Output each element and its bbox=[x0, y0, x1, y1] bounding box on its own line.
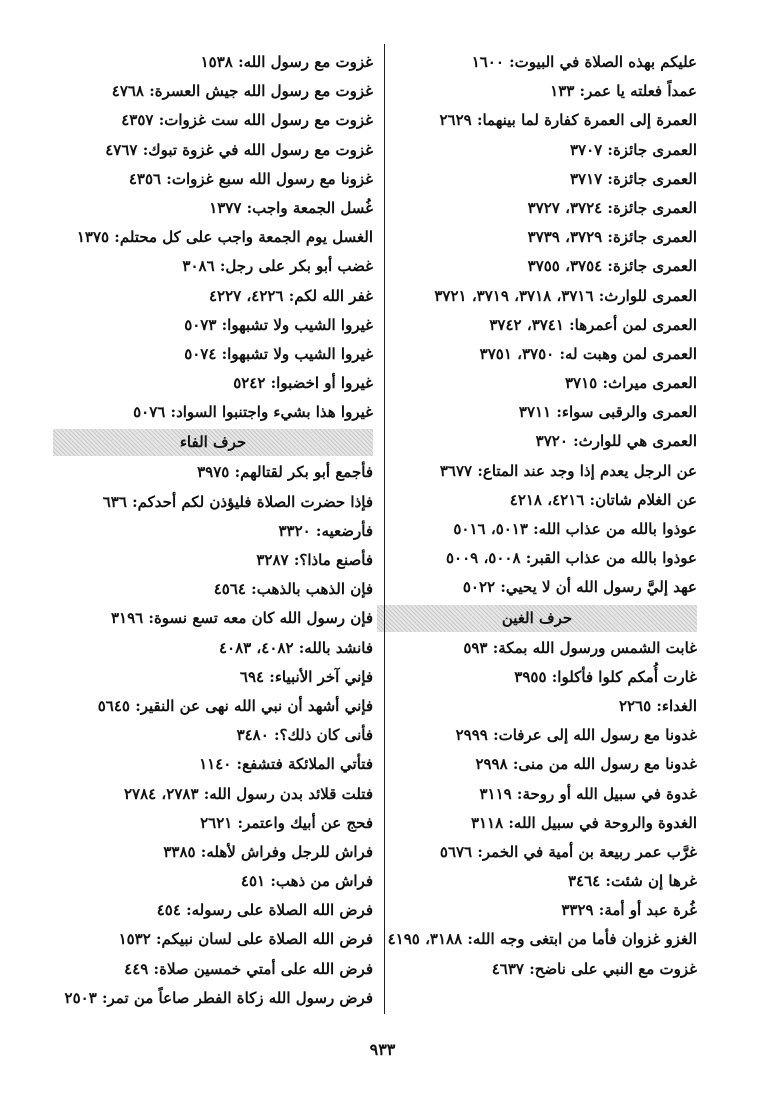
index-entry: غيروا هذا بشيء واجتنبوا السواد: ٥٠٧٦ bbox=[133, 403, 373, 422]
index-entry: فحج عن أبيك واعتمر: ٢٦٢١ bbox=[200, 813, 373, 832]
index-entry: العمرى لمن أعمرها: ٣٧٤١، ٣٧٤٢ bbox=[489, 315, 697, 334]
index-entry: غدونا مع رسول الله من منى: ٢٩٩٨ bbox=[475, 755, 697, 774]
index-entry: فإني أشهد أن نبي الله نهى عن النقير: ٥٦٤٥ bbox=[97, 696, 373, 715]
right-column bbox=[377, 48, 697, 984]
index-entry: غيروا الشيب ولا تشبهوا: ٥٠٧٣ bbox=[184, 315, 373, 334]
index-entry: العمرى جائزة: ٣٧٠٧ bbox=[569, 140, 697, 159]
index-entry: غُسل الجمعة واجب: ١٣٧٧ bbox=[209, 198, 373, 217]
index-entry: فإن الذهب بالذهب: ٤٥٦٤ bbox=[213, 580, 373, 599]
index-entry: غدوة في سبيل الله أو روحة: ٣١١٩ bbox=[479, 784, 697, 803]
index-entry: غزوت مع رسول الله: ١٥٣٨ bbox=[200, 53, 373, 71]
index-entry: غابت الشمس ورسول الله بمكة: ٥٩٣ bbox=[463, 638, 697, 657]
index-entry: غرَّب عمر ربيعة بن أمية في الخمر: ٥٦٧٦ bbox=[439, 842, 697, 861]
index-entry: العمرى هي للوارث: ٣٧٢٠ bbox=[535, 432, 697, 451]
index-entry: فأصنع ماذا؟: ٣٢٨٧ bbox=[256, 551, 373, 569]
index-entry: فأجمع أبو بكر لقتالهم: ٣٩٧٥ bbox=[197, 463, 373, 482]
index-entry: عوذوا بالله من عذاب القبر: ٥٠٠٨، ٥٠٠٩ bbox=[445, 549, 697, 568]
index-entry: العمرى جائزة: ٣٧٢٤، ٣٧٢٧ bbox=[527, 198, 697, 217]
index-entry: غيروا أو اخضبوا: ٥٢٤٢ bbox=[233, 374, 373, 393]
index-entry: عوذوا بالله من عذاب الله: ٥٠١٣، ٥٠١٦ bbox=[453, 520, 697, 538]
index-entry: فأرضعيه: ٣٣٢٠ bbox=[278, 521, 373, 540]
index-entry: غدونا مع رسول الله إلى عرفات: ٢٩٩٩ bbox=[455, 726, 697, 745]
index-entry: فراش من ذهب: ٤٥١ bbox=[240, 872, 373, 891]
index-entry: غرها إن شئت: ٣٤٦٤ bbox=[567, 872, 697, 891]
index-entry: غزونا مع رسول الله سبع غزوات: ٤٣٥٦ bbox=[128, 169, 373, 188]
index-entry: الغدوة والروحة في سبيل الله: ٣١١٨ bbox=[470, 813, 697, 832]
index-entry: فتلت قلائد بدن رسول الله: ٢٧٨٣، ٢٧٨٤ bbox=[123, 784, 373, 803]
index-entry: العمرى للوارث: ٣٧١٦، ٣٧١٨، ٣٧١٩، ٣٧٢١ bbox=[434, 286, 697, 305]
index-entry: غزوت مع رسول الله في غزوة تبوك: ٤٧٦٧ bbox=[105, 140, 373, 159]
index-entry: غيروا الشيب ولا تشبهوا: ٥٠٧٤ bbox=[184, 344, 373, 363]
entries-group bbox=[53, 458, 373, 1013]
index-entry: فأنى كان ذلك؟: ٣٤٨٠ bbox=[236, 726, 373, 745]
index-entry: العمرى لمن وهبت له: ٣٧٥٠، ٣٧٥١ bbox=[479, 344, 697, 363]
index-entry: فراش للرجل وفراش لأهله: ٣٣٨٥ bbox=[163, 842, 373, 861]
index-entry: عهد إليَّ رسول الله أن لا يحيي: ٥٠٢٢ bbox=[462, 578, 697, 597]
index-entry: فإني آخر الأنبياء: ٦٩٤ bbox=[239, 667, 373, 686]
section-header-ghayn: حرف الغين bbox=[377, 605, 697, 632]
index-entry: فرض الله على أمتي خمسين صلاة: ٤٤٩ bbox=[124, 959, 373, 978]
index-entry: فتأتي الملائكة فتشفع: ١١٤٠ bbox=[199, 755, 373, 774]
section-header-fa: حرف الفاء bbox=[53, 429, 373, 456]
index-entry: فرض الله الصلاة على لسان نبيكم: ١٥٣٢ bbox=[118, 930, 373, 949]
index-entry: عن الغلام شاتان: ٤٢١٦، ٤٢١٨ bbox=[509, 490, 697, 509]
index-entry: العمرة إلى العمرة كفارة لما بينهما: ٢٦٢٩ bbox=[439, 111, 697, 130]
index-entry: العمرى ميراث: ٣٧١٥ bbox=[564, 374, 697, 393]
entries-group bbox=[377, 634, 697, 984]
index-entry: فإذا حضرت الصلاة فليؤذن لكم أحدكم: ٦٣٦ bbox=[102, 492, 373, 511]
index-entry: فإن رسول الله كان معه تسع نسوة: ٣١٩٦ bbox=[110, 609, 373, 628]
index-entry: العمرى جائزة: ٣٧٥٤، ٣٧٥٥ bbox=[527, 257, 697, 276]
index-entry: عن الرجل يعدم إذا وجد عند المتاع: ٣٦٧٧ bbox=[439, 461, 697, 480]
index-entry: الغداء: ٢٢٦٥ bbox=[618, 696, 697, 715]
index-entry: غضب أبو بكر على رجل: ٣٠٨٦ bbox=[182, 257, 373, 276]
entries-group bbox=[377, 48, 697, 603]
index-entry: فرض رسول الله زكاة الفطر صاعاً من تمر: ٢٥٠٣ bbox=[64, 988, 373, 1007]
index-entry: غزوت مع رسول الله ست غزوات: ٤٣٥٧ bbox=[121, 111, 373, 130]
index-entry: العمرى والرقبى سواء: ٣٧١١ bbox=[518, 403, 697, 422]
index-entry: غفر الله لكم: ٤٢٢٦، ٤٢٢٧ bbox=[208, 286, 373, 305]
index-entry: الغزو غزوان فأما من ابتغى وجه الله: ٣١٨٨، ٤١٩٥ bbox=[387, 930, 697, 949]
index-entry: غزوت مع رسول الله جيش العسرة: ٤٧٦٨ bbox=[111, 82, 373, 101]
index-entry: عمداً فعلته يا عمر: ١٣٣ bbox=[550, 82, 697, 101]
index-entry: غُرة عبد أو أمة: ٣٣٢٩ bbox=[561, 901, 697, 920]
index-entry: غزوت مع النبي على ناضح: ٤٦٣٧ bbox=[491, 959, 697, 978]
index-entry: الغسل يوم الجمعة واجب على كل محتلم: ١٣٧٥ bbox=[76, 228, 373, 247]
index-entry: فرض الله الصلاة على رسوله: ٤٥٤ bbox=[156, 901, 373, 920]
index-entry: العمرى جائزة: ٣٧٢٩، ٣٧٣٩ bbox=[527, 228, 697, 247]
index-entry: عليكم بهذه الصلاة في البيوت: ١٦٠٠ bbox=[471, 53, 697, 71]
page-number: ٩٣٣ bbox=[369, 1040, 396, 1059]
entries-group bbox=[53, 48, 373, 427]
index-entry: فانشد بالله: ٤٠٨٢، ٤٠٨٣ bbox=[218, 638, 373, 657]
index-entry: غارت أُمكم كلوا فأكلوا: ٣٩٥٥ bbox=[514, 667, 697, 686]
left-column bbox=[53, 48, 373, 1013]
index-entry: العمرى جائزة: ٣٧١٧ bbox=[569, 169, 697, 188]
column-divider bbox=[384, 44, 385, 1014]
